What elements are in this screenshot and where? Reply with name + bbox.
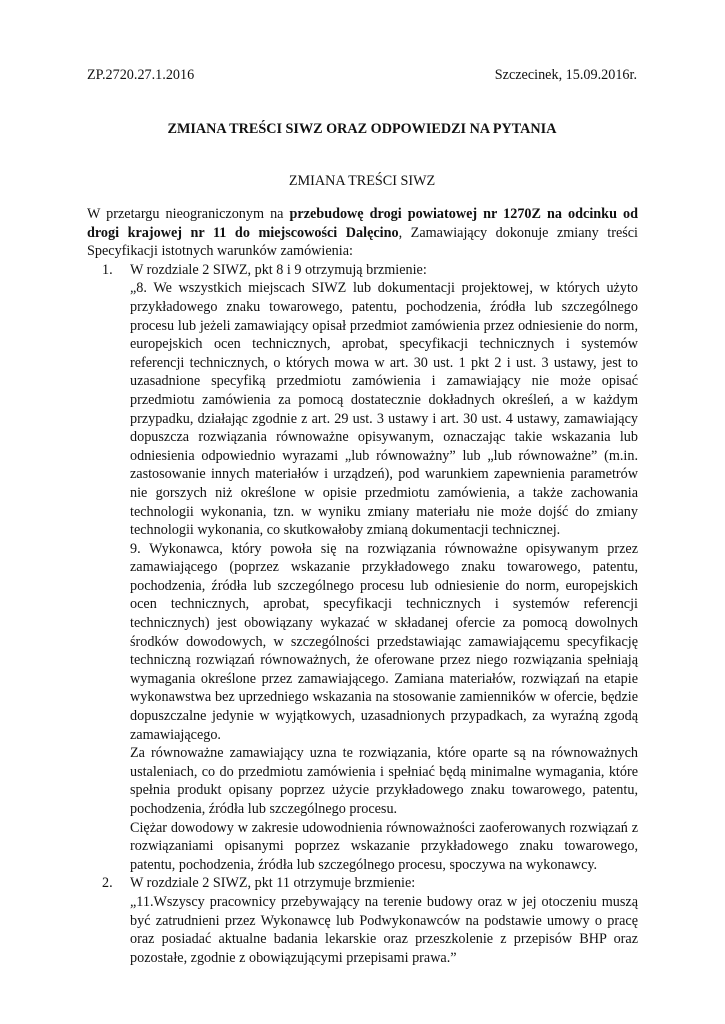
change-number: 1. <box>102 261 113 278</box>
change-paragraph: „8. We wszystkich miejscach SIWZ lub dokumentacji projektowej, w których użyto przykładowego znaku towarowego, patentu, pochodzenia, źródła lub szczególnego procesu lub jeżeli zamawiający opisał przedmiot zamówienia przez odniesienie do norm, europejskich ocen technicznych, aprobat, specyfikacji technicznych i systemów referencji technicznych, o których mowa w art. 30 ust. 1 pkt 2 i ust. 3 ustawy, jest to uzasadnione specyfiką przedmiotu zamówienia i zamawiający nie może opisać przedmiotu zamówienia za pomocą dostatecznie dokładnych określeń, a w każdym przypadku, działając zgodnie z art. 29 ust. 3 ustawy i art. 30 ust. 4 ustawy, zamawiający dopuszcza rozwiązania równoważne opisywanym, oznaczając takie wskazania lub odniesienia odpowiednio wyrazami „lub równoważny” lub „lub równoważne” (m.in. zastosowanie innych materiałów i urządzeń), pod warunkiem zapewnienia parametrów nie gorszych niż określone w opisie przedmiotu zamówienia, a także zachowania technologii wykonania, tzn. w wyniku zmiany materiału nie może dojść do zmiany technologii wykonania, co skutkowałoby zmianą dokumentacji technicznej. <box>130 280 638 539</box>
reference-number: ZP.2720.27.1.2016 <box>87 67 195 83</box>
document-body <box>87 205 638 967</box>
intro-paragraph <box>87 205 638 261</box>
changes-list <box>87 261 638 968</box>
change-item <box>87 261 638 875</box>
change-lead: W rozdziale 2 SIWZ, pkt 8 i 9 otrzymują brzmienie: <box>130 261 427 278</box>
intro-text-before: W przetargu nieograniczonym na <box>87 206 290 222</box>
document-title: ZMIANA TREŚCI SIWZ ORAZ ODPOWIEDZI NA PYTANIA <box>167 121 557 137</box>
intro-text-after: , Zamawiający dokonuje zmiany treści Specyfikacji istotnych warunków zamówienia: <box>87 224 638 260</box>
intro-text-bold: przebudowę drogi powiatowej nr 1270Z na odcinku od drogi krajowej nr 11 do miejscowości Dalęcino <box>87 206 638 241</box>
change-paragraph: Ciężar dowodowy w zakresie udowodnienia równoważności zaoferowanych rozwiązań z rozwiązaniami opisanymi poprzez wskazanie przykładowego znaku towarowego, patentu, pochodzenia, źródła lub szczególnego procesu, spoczywa na wykonawcy. <box>130 819 638 873</box>
place-and-date: Szczecinek, 15.09.2016r. <box>494 67 637 83</box>
change-lead: W rozdziale 2 SIWZ, pkt 11 otrzymuje brzmienie: <box>130 875 416 892</box>
section-title: ZMIANA TREŚCI SIWZ <box>288 173 436 189</box>
change-paragraph: Za równoważne zamawiający uzna te rozwiązania, które oparte są na równoważnych ustaleniach, co do przedmiotu zamówienia i spełniać będą minimalne wymagania, które spełnia produkt opisany poprzez użycie przykładowego znaku towarowego, patentu, pochodzenia, źródła lub szczególnego procesu. <box>130 745 638 817</box>
change-paragraph: 9. Wykonawca, który powoła się na rozwiązania równoważne opisywanym przez zamawiającego (poprzez wskazanie przykładowego znaku towarowego, patentu, pochodzenia, źródła lub szczególnego procesu lub odniesienie do norm, europejskich ocen technicznych, aprobat, specyfikacji technicznych i systemów referencji technicznych) jest obowiązany wykazać w składanej ofercie za pomocą dowolnych środków dowodowych, w szczególności przedstawiając zamawiającemu specyfikację techniczną rozwiązań równoważnych, że oferowane przez niego rozwiązania spełniają wymagania określone przez zamawiającego. Zamiana materiałów, rozwiązań na etapie wykonawstwa bez uprzedniego wskazania na stosowanie zamienników w ofercie, będzie dopuszczalne jedynie w wyjątkowych, uzasadnionych przypadkach, za wyraźną zgodą zamawiającego. <box>130 540 638 743</box>
change-item <box>87 874 638 967</box>
change-paragraph: „11.Wszyscy pracownicy przebywający na terenie budowy oraz w jej otoczeniu muszą być zatrudnieni przez Wykonawcę lub Podwykonawców na podstawie umowy o pracę oraz posiadać aktualne badania lekarskie oraz przeszkolenie z przepisów BHP oraz pozostałe, zgodnie z obowiązującymi przepisami prawa.” <box>130 893 638 966</box>
change-number: 2. <box>102 875 113 892</box>
